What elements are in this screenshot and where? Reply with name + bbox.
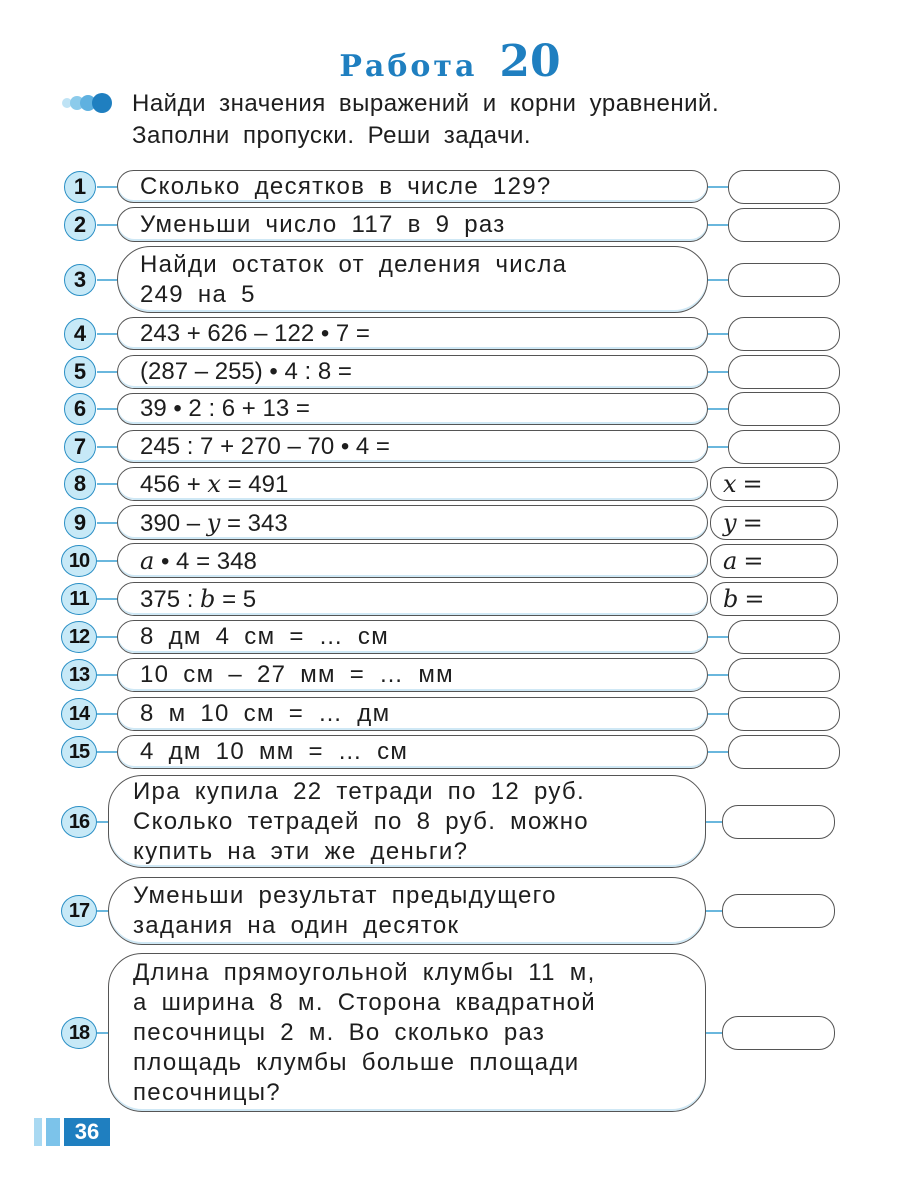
answer-box[interactable]: [710, 582, 838, 616]
variable: y: [723, 508, 737, 537]
answer-box[interactable]: [728, 317, 840, 351]
task-number: 16: [61, 806, 97, 838]
task-text: [140, 394, 310, 424]
text-segment: купить на эти же деньги?: [133, 837, 469, 865]
task-text: [140, 699, 390, 729]
task-line: [133, 1078, 596, 1108]
decor-stripe: [46, 1118, 60, 1146]
connector-line: [97, 522, 117, 524]
title-number: 20: [499, 36, 561, 87]
connector-line: [706, 821, 722, 823]
task-line: [140, 660, 454, 690]
task-number: 1: [64, 171, 96, 203]
text-segment: Уменьши число 117 в 9 раз: [140, 210, 506, 238]
connector-line: [706, 910, 722, 912]
connector-line: [97, 713, 117, 715]
task-line: [140, 280, 567, 310]
equals-sign: =: [743, 546, 764, 575]
task-number: 8: [64, 468, 96, 500]
connector-line: [708, 371, 728, 373]
text-segment: песочницы 2 м. Во сколько раз: [133, 1018, 546, 1046]
text-segment: 39 • 2 : 6 + 13 =: [140, 395, 310, 422]
task-text: [140, 546, 257, 577]
connector-line: [97, 186, 117, 188]
task-number: 11: [61, 583, 97, 615]
variable: a: [723, 546, 738, 575]
task-text: [140, 737, 408, 767]
task-line: [140, 250, 567, 280]
connector-line: [708, 751, 728, 753]
task-line: [133, 988, 596, 1018]
task-text: [140, 432, 390, 462]
task-line: [133, 958, 596, 988]
task-text: [140, 469, 288, 500]
task-number: 12: [61, 621, 97, 653]
connector-line: [97, 446, 117, 448]
page-number: 36: [64, 1118, 110, 1146]
task-line: [133, 837, 589, 867]
task-text: [140, 622, 389, 652]
answer-variable-label: [723, 546, 763, 576]
connector-line: [708, 636, 728, 638]
text-segment: песочницы?: [133, 1078, 281, 1106]
task-number: 4: [64, 318, 96, 350]
text-segment: Найди остаток от деления числа: [140, 250, 568, 278]
variable: y: [206, 508, 221, 537]
answer-box[interactable]: [728, 263, 840, 297]
task-text: [133, 881, 557, 941]
connector-line: [97, 333, 117, 335]
task-number: 9: [64, 507, 96, 539]
task-text: [140, 357, 352, 387]
text-segment: Ира купила 22 тетради по 12 руб.: [133, 777, 585, 805]
equals-sign: =: [742, 508, 763, 537]
task-text: [140, 319, 370, 349]
answer-box[interactable]: [710, 506, 838, 540]
instruction-line: Заполни пропуски. Реши задачи.: [132, 122, 532, 149]
task-text: [140, 250, 567, 310]
answer-box[interactable]: [728, 355, 840, 389]
connector-line: [97, 224, 117, 226]
decor-stripe: [34, 1118, 42, 1146]
task-line: [140, 432, 390, 462]
answer-variable-label: [723, 508, 763, 538]
answer-variable-label: [723, 584, 764, 614]
page-title: [0, 36, 900, 87]
bullet-dots-icon: [62, 92, 122, 114]
task-text: [140, 508, 288, 539]
connector-line: [708, 674, 728, 676]
task-number: 14: [61, 698, 97, 730]
task-text: [140, 584, 256, 615]
task-line: [140, 469, 288, 500]
task-text: [140, 172, 552, 202]
text-segment: 456 +: [140, 471, 208, 498]
task-line: [133, 1018, 596, 1048]
text-segment: задания на один десяток: [133, 912, 460, 939]
variable: b: [200, 585, 216, 613]
text-segment: 243 + 626 – 122 • 7 =: [140, 319, 370, 347]
connector-line: [708, 446, 728, 448]
instruction-line: Найди значения выражений и корни уравнений.: [132, 90, 720, 117]
answer-variable-label: [723, 469, 763, 499]
task-number: 5: [64, 356, 96, 388]
instructions: [132, 88, 719, 152]
connector-line: [97, 483, 117, 485]
answer-box[interactable]: [728, 658, 840, 692]
answer-box[interactable]: [728, 430, 840, 464]
connector-line: [708, 224, 728, 226]
task-line: [140, 737, 408, 767]
task-line: [140, 172, 552, 202]
variable: x: [207, 470, 221, 498]
answer-box[interactable]: [728, 735, 840, 769]
text-segment: (287 – 255) • 4 : 8 =: [140, 358, 352, 385]
answer-box[interactable]: [722, 1016, 835, 1050]
task-line: [133, 881, 557, 911]
task-line: [133, 911, 557, 941]
task-number: 2: [64, 209, 96, 241]
text-segment: = 491: [220, 471, 289, 498]
connector-line: [706, 1032, 722, 1034]
text-segment: Сколько десятков в числе 129?: [140, 172, 552, 200]
text-segment: площадь клумбы больше площади: [133, 1048, 580, 1076]
task-text: [133, 958, 596, 1108]
connector-line: [97, 560, 117, 562]
task-line: [140, 210, 506, 240]
answer-box[interactable]: [722, 894, 835, 928]
text-segment: Уменьши результат предыдущего: [133, 882, 557, 909]
text-segment: 249 на 5: [140, 280, 256, 308]
task-line: [140, 584, 256, 615]
task-text: [140, 210, 506, 240]
answer-box[interactable]: [728, 392, 840, 426]
task-text: [133, 777, 589, 867]
text-segment: а ширина 8 м. Сторона квадратной: [133, 988, 597, 1016]
connector-line: [708, 333, 728, 335]
text-segment: Сколько тетрадей по 8 руб. можно: [133, 807, 589, 835]
text-segment: 10 см – 27 мм = … мм: [140, 661, 454, 688]
task-number: 18: [61, 1017, 97, 1049]
connector-line: [708, 408, 728, 410]
task-number: 7: [64, 431, 96, 463]
connector-line: [708, 186, 728, 188]
answer-box[interactable]: [710, 467, 838, 501]
task-line: [140, 319, 370, 349]
answer-box[interactable]: [728, 170, 840, 204]
task-line: [140, 546, 257, 577]
connector-line: [97, 598, 117, 600]
task-line: [140, 357, 352, 387]
equals-sign: =: [744, 585, 765, 613]
equals-sign: =: [742, 470, 763, 498]
connector-line: [97, 636, 117, 638]
task-text: [140, 660, 454, 690]
connector-line: [708, 279, 728, 281]
connector-line: [97, 279, 117, 281]
variable: x: [723, 470, 737, 498]
task-line: [140, 394, 310, 424]
task-number: 3: [64, 264, 96, 296]
text-segment: 245 : 7 + 270 – 70 • 4 =: [140, 432, 390, 460]
text-segment: 8 м 10 см = … дм: [140, 700, 391, 727]
connector-line: [708, 713, 728, 715]
task-line: [140, 699, 390, 729]
variable: b: [723, 585, 739, 613]
answer-box[interactable]: [728, 208, 840, 242]
text-segment: 4 дм 10 мм = … см: [140, 738, 409, 765]
text-segment: Длина прямоугольной клумбы 11 м,: [133, 958, 596, 986]
task-line: [133, 1048, 596, 1078]
text-segment: = 343: [220, 509, 288, 537]
task-number: 6: [64, 393, 96, 425]
connector-line: [97, 674, 117, 676]
answer-box[interactable]: [722, 805, 835, 839]
text-segment: • 4 = 348: [154, 547, 257, 575]
title-word: Работа: [339, 49, 478, 84]
text-segment: 8 дм 4 см = … см: [140, 623, 390, 650]
task-number: 15: [61, 736, 97, 768]
task-number: 17: [61, 895, 97, 927]
connector-line: [97, 408, 117, 410]
answer-box[interactable]: [710, 544, 838, 578]
task-line: [140, 622, 389, 652]
text-segment: 375 :: [140, 586, 201, 613]
connector-line: [97, 751, 117, 753]
task-line: [133, 777, 589, 807]
variable: a: [140, 546, 155, 575]
answer-box[interactable]: [728, 697, 840, 731]
connector-line: [97, 371, 117, 373]
text-segment: 390 –: [140, 509, 207, 537]
task-line: [140, 508, 288, 539]
task-number: 13: [61, 659, 97, 691]
task-number: 10: [61, 545, 97, 577]
task-line: [133, 807, 589, 837]
text-segment: = 5: [215, 586, 257, 613]
answer-box[interactable]: [728, 620, 840, 654]
